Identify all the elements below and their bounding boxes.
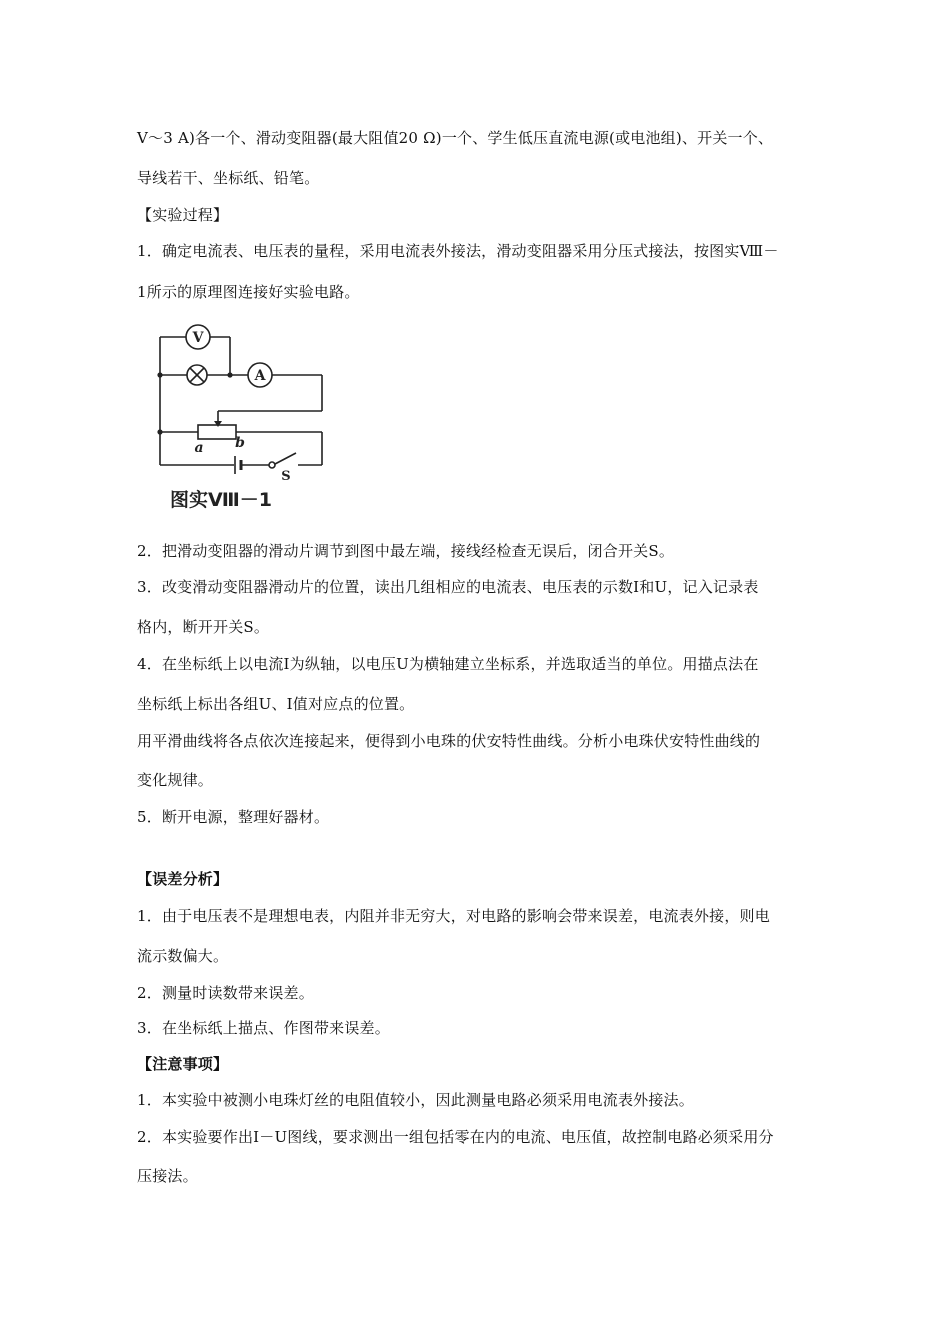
section-heading-process: 【实验过程】 (137, 206, 229, 224)
paragraph-line: 流示数偏大。 (137, 947, 229, 965)
paragraph-line: 4．在坐标纸上以电流I为纵轴，以电压U为横轴建立坐标系，并选取适当的单位。用描点法在 (137, 655, 759, 673)
paragraph-line: 1．确定电流表、电压表的量程，采用电流表外接法，滑动变阻器采用分压式接法，按图实Ⅷ－ (137, 242, 779, 260)
switch-label: S (281, 469, 291, 484)
paragraph-line: 坐标纸上标出各组U、I值对应点的位置。 (137, 695, 415, 713)
circuit-diagram (150, 322, 340, 522)
paragraph-line: V～3 A)各一个、滑动变阻器(最大阻值20 Ω)一个、学生低压直流电源(或电池组)、开关一个、 (137, 129, 774, 147)
paragraph-line: 1．由于电压表不是理想电表，内阻并非无穷大，对电路的影响会带来误差，电流表外接，则电 (137, 907, 770, 925)
paragraph-line: 变化规律。 (137, 771, 214, 789)
paragraph-line: 导线若干、坐标纸、铅笔。 (137, 169, 320, 187)
rheostat-end-b-label: b (235, 435, 245, 451)
section-heading-error-analysis: 【误差分析】 (137, 870, 229, 888)
switch-lever (275, 453, 296, 464)
switch-contact (269, 462, 275, 468)
figure-caption: 图实Ⅷ－1 (170, 489, 272, 511)
junction-dot (157, 372, 162, 377)
paragraph-line: 5．断开电源，整理好器材。 (137, 808, 330, 826)
paragraph-line: 用平滑曲线将各点依次连接起来，便得到小电珠的伏安特性曲线。分析小电珠伏安特性曲线的 (137, 732, 761, 750)
paragraph-line: 3．在坐标纸上描点、作图带来误差。 (137, 1019, 390, 1037)
paragraph-line: 2．把滑动变阻器的滑动片调节到图中最左端，接线经检查无误后，闭合开关S。 (137, 542, 675, 560)
section-heading-notes: 【注意事项】 (137, 1055, 229, 1073)
ammeter-label: A (254, 368, 266, 384)
paragraph-line: 3．改变滑动变阻器滑动片的位置，读出几组相应的电流表、电压表的示数I和U，记入记录表 (137, 578, 759, 596)
paragraph-line: 1．本实验中被测小电珠灯丝的电阻值较小，因此测量电路必须采用电流表外接法。 (137, 1091, 694, 1109)
paragraph-line: 压接法。 (137, 1167, 198, 1185)
rheostat-body (198, 425, 236, 439)
voltmeter-label: V (192, 330, 204, 346)
paragraph-line: 2．测量时读数带来误差。 (137, 984, 314, 1002)
junction-dot (227, 372, 232, 377)
rheostat-end-a-label: a (194, 440, 204, 456)
paragraph-line: 2．本实验要作出I－U图线，要求测出一组包括零在内的电流、电压值，故控制电路必须采用分 (137, 1128, 774, 1146)
paragraph-line: 1所示的原理图连接好实验电路。 (137, 283, 360, 301)
paragraph-line: 格内，断开开关S。 (137, 618, 270, 636)
junction-dot (157, 429, 162, 434)
